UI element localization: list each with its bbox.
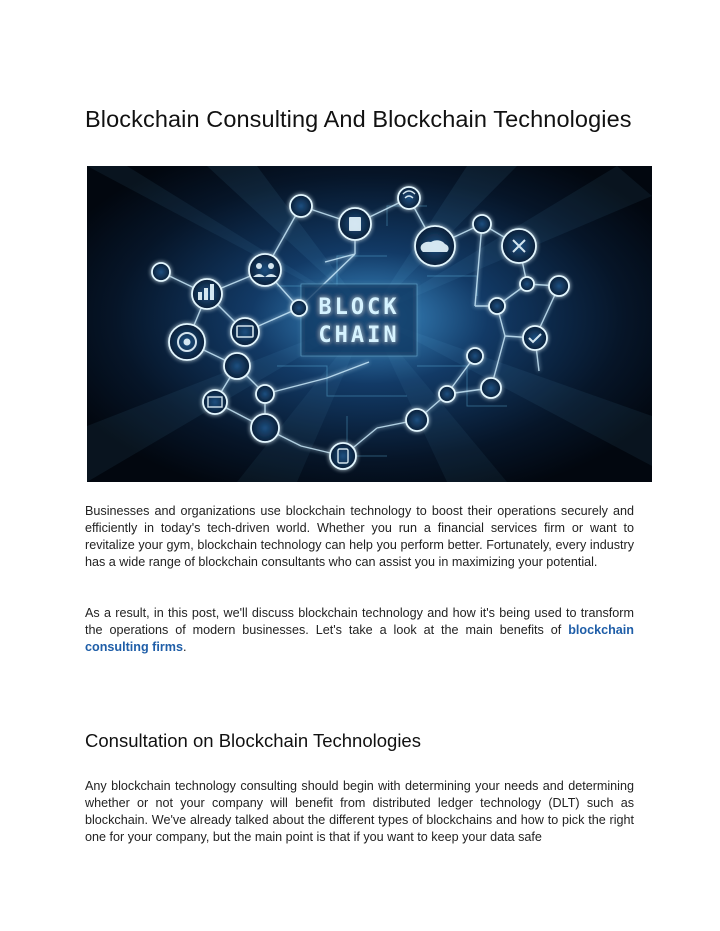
blockchain-screen-text (301, 284, 417, 356)
node-icon-gear (224, 353, 250, 379)
node-icon-phone (330, 443, 356, 469)
node-icon-small (473, 215, 491, 233)
second-paragraph-end: . (182, 640, 187, 655)
node-icon-edge (549, 276, 569, 296)
screen-text-line1: BLOCK (318, 295, 400, 320)
section-paragraph: Any blockchain technology consulting should begin with determining your needs and determining whether or not your company will benefit from distributed ledger technology (DLT) such as blockchain. We've already talked about the different types of blockchains and how to pick the right one for your company, but the main point is that if you want to keep your data safe (85, 779, 634, 845)
node-icon-users (249, 254, 281, 286)
node-icon-person (290, 195, 312, 217)
second-paragraph (85, 605, 634, 656)
node-icon-people (251, 414, 279, 442)
node-icon-dumbbell (152, 263, 170, 281)
page-title: Blockchain Consulting And Blockchain Technologies (85, 106, 632, 132)
node-icon-lock (406, 409, 428, 431)
second-paragraph-text: As a result, in this post, we'll discuss blockchain technology and how it's being used to transform the operations of modern businesses. Let's take a look at the main benefits of (85, 606, 634, 638)
blockchain-network-image (87, 166, 652, 482)
node-icon-dot-2 (291, 300, 307, 316)
node-icon-small-2 (256, 385, 274, 403)
node-icon-check (523, 326, 547, 350)
node-icon-dot (439, 386, 455, 402)
node-icon-dot-4 (520, 277, 534, 291)
node-icon-dot-3 (467, 348, 483, 364)
node-icon-monitor (231, 318, 259, 346)
node-icon-hub (489, 298, 505, 314)
intro-paragraph: Businesses and organizations use blockchain technology to boost their operations securely and efficiently in today's tech-driven world. Whether you run a financial services firm or want to revitalize your gym, blockchain technology can help you perform better. Fortunately, every industry has a wide range of blockchain consultants who can assist you in maximizing your potential. (85, 504, 634, 570)
screen-text-line2: CHAIN (318, 323, 400, 348)
node-icon-mail (203, 390, 227, 414)
node-icon-link (481, 378, 501, 398)
section-heading: Consultation on Blockchain Technologies (85, 730, 421, 751)
blockchain-consulting-firms-link[interactable]: blockchain consulting firms (85, 623, 634, 655)
